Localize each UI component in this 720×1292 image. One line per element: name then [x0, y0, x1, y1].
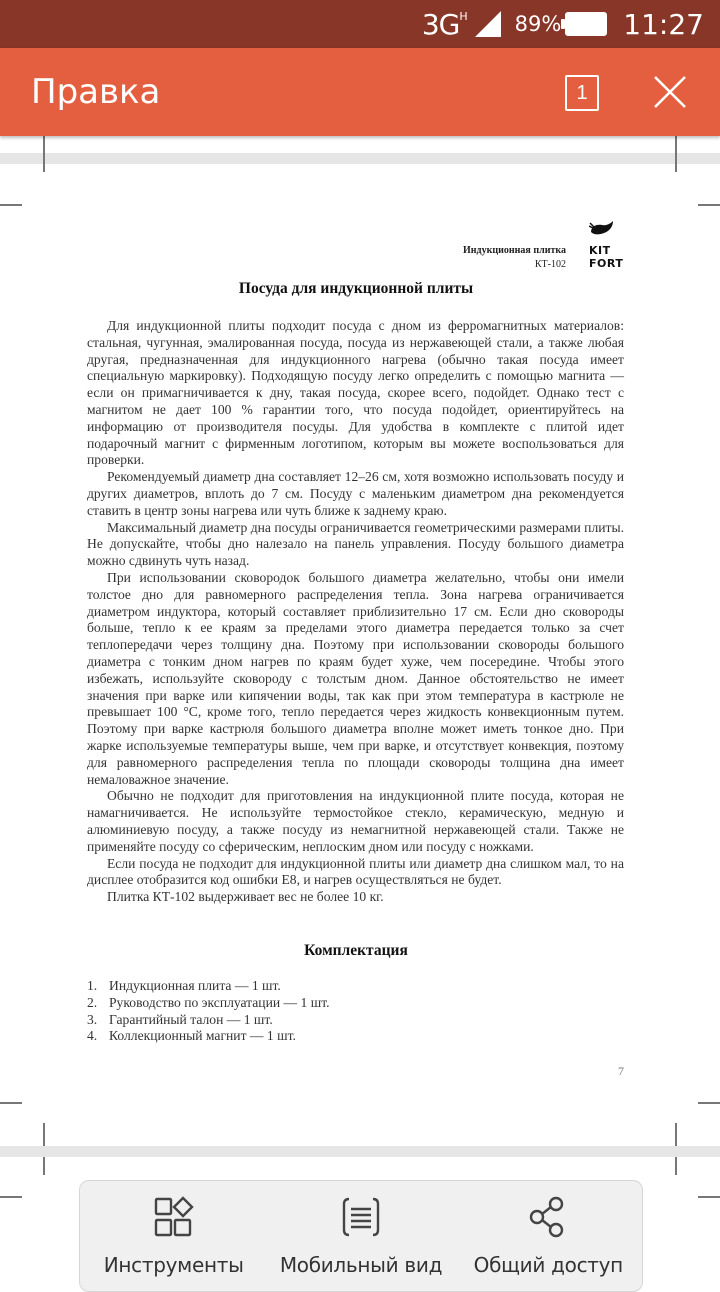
- bottom-toolbar: [79, 1180, 643, 1292]
- app-bar: [0, 48, 720, 136]
- app-title: Правка: [31, 72, 161, 112]
- list-item: [87, 1028, 330, 1045]
- doc-title: Посуда для индукционной плиты: [238, 280, 474, 297]
- tools-button[interactable]: [80, 1181, 267, 1291]
- paragraph: Для индукционной плиты подходит посуда с дном из ферромагнитных материалов: стальная, чугунная, эмалированная посуда, посуда из нержавеющей стали, а также любая другая, предназначенная для индукционного нагрева (обычно такая посуда имеет специальную маркировку). Подходящую посуду легко определить с помощью магнита — если он примагничивается к дну, такая посуда, скорее всего, подойдет. Однако тест с магнитом не дает 100 % гарантии того, что посуда подойдет, ориентируйтесь на информацию от производителя посуды. Для удобства в комплекте с плитой идет подарочный магнит с фирменным логотипом, которым вы можете воспользоваться для проверки.: [87, 318, 624, 468]
- network-type: 3G: [421, 7, 460, 41]
- contents-list: [87, 978, 330, 1045]
- mobile-view-icon: [339, 1195, 383, 1239]
- list-text: Коллекционный магнит — 1 шт.: [109, 1028, 296, 1044]
- clock: 11:27: [623, 7, 704, 41]
- crop-mark: [0, 204, 22, 206]
- doc-body: [87, 318, 624, 906]
- logo-text-fort: FORT: [589, 257, 624, 270]
- list-item: [87, 1012, 330, 1029]
- doc-header: [463, 244, 566, 272]
- battery-icon: [565, 12, 607, 36]
- crop-mark: [0, 1102, 22, 1104]
- tools-icon: [152, 1195, 196, 1239]
- list-number: 2.: [87, 994, 98, 1010]
- crop-mark: [0, 1196, 22, 1198]
- page-count-button[interactable]: 1: [565, 75, 599, 111]
- share-button[interactable]: [455, 1181, 642, 1291]
- crop-mark: [698, 1102, 720, 1104]
- paragraph: При использовании сковородок большого диаметра желательно, чтобы они имели толстое дно для равномерного распределения тепла. Зона нагрева ограничивается диаметром индуктора, который составляет приблизительно 17 см. Если дно сковороды больше, тепло к ее краям за пределами этого диаметра передается только за счет теплопередачи через толщину дна. Поэтому при использовании сковороды большого диаметра с тонким дном нагрев по краям будет хуже, чем посередине. Чтобы этого избежать, используйте сковороду с толстым дном. Данное обстоятельство не имеет значения при варке или кипячении воды, так как при этом температура в кастрюле не превышает 100 °С, кроме того, тепло передается через жидкость конвекционным путем. Поэтому при варке кастрюля большого диаметра вполне может иметь тонкое дно. При жарке используемые температуры выше, чем при варке, и отсутствует конвекция, поэтому для равномерного распределения тепла по площади сковороды толщина дна имеет немаловажное значение.: [87, 569, 624, 787]
- signal-icon: [475, 11, 501, 37]
- list-item: [87, 995, 330, 1012]
- status-bar: [0, 0, 720, 48]
- mobile-view-button[interactable]: [267, 1181, 454, 1291]
- network-indicator: [422, 8, 467, 41]
- paragraph: Если посуда не подходит для индукционной плиты или диаметр дна слишком мал, то на дисплее отобразится код ошибки Е8, и нагрев осуществляться не будет.: [87, 855, 624, 888]
- doc-header-product: Индукционная плитка: [463, 245, 566, 256]
- close-button[interactable]: [650, 72, 690, 112]
- crop-mark: [698, 1196, 720, 1198]
- page-separator: [0, 1146, 720, 1157]
- share-icon: [526, 1195, 570, 1239]
- document-page: [44, 156, 676, 1146]
- tools-label: Инструменты: [103, 1253, 244, 1277]
- mobile-view-label: Мобильный вид: [279, 1253, 443, 1277]
- list-text: Руководство по эксплуатации — 1 шт.: [109, 994, 330, 1010]
- document-viewer[interactable]: [0, 136, 720, 1280]
- share-label: Общий доступ: [473, 1253, 623, 1277]
- paragraph: Максимальный диаметр дна посуды ограничивается геометрическими размерами плиты. Не допускайте, чтобы дно налезало на панель управления. Посуду большого диаметра можно сдвинуть чуть назад.: [87, 519, 624, 569]
- whale-logo-icon: [589, 220, 615, 238]
- list-item: [87, 978, 330, 995]
- section-title: Комплектация: [304, 942, 408, 959]
- list-number: 4.: [87, 1028, 98, 1044]
- list-text: Гарантийный талон — 1 шт.: [109, 1011, 273, 1027]
- logo-text-kit: KIT: [589, 244, 611, 257]
- paragraph: Плитка КТ-102 выдерживает вес не более 10 кг.: [107, 889, 384, 905]
- page-number: 7: [618, 1064, 624, 1078]
- list-text: Индукционная плита — 1 шт.: [109, 978, 281, 993]
- list-number: 3.: [87, 1011, 98, 1027]
- paragraph: Обычно не подходит для приготовления на индукционной плите посуда, которая не намагничивается. Не используйте термостойкое стекло, керамическую, медную и алюминиевую посуду, а также посуду из немагнитной нержавеющей стали. Также не применяйте посуду со сферическим, неплоским дном или посуду с ножками.: [87, 788, 624, 854]
- list-number: 1.: [87, 978, 98, 993]
- kitfort-logo: [589, 220, 629, 269]
- paragraph: Рекомендуемый диаметр дна составляет 12–26 см, хотя возможно использовать посуду и других диаметров, вплоть до 7 см. Посуду с маленьким диаметром дна рекомендуется ставить в центр зоны нагрева или чуть ближе к заднему краю.: [87, 469, 624, 518]
- crop-mark: [698, 204, 720, 206]
- doc-header-model: КТ-102: [534, 259, 566, 270]
- close-icon: [650, 72, 690, 112]
- battery-percent: 89%: [514, 12, 562, 36]
- network-sub: H: [459, 9, 467, 23]
